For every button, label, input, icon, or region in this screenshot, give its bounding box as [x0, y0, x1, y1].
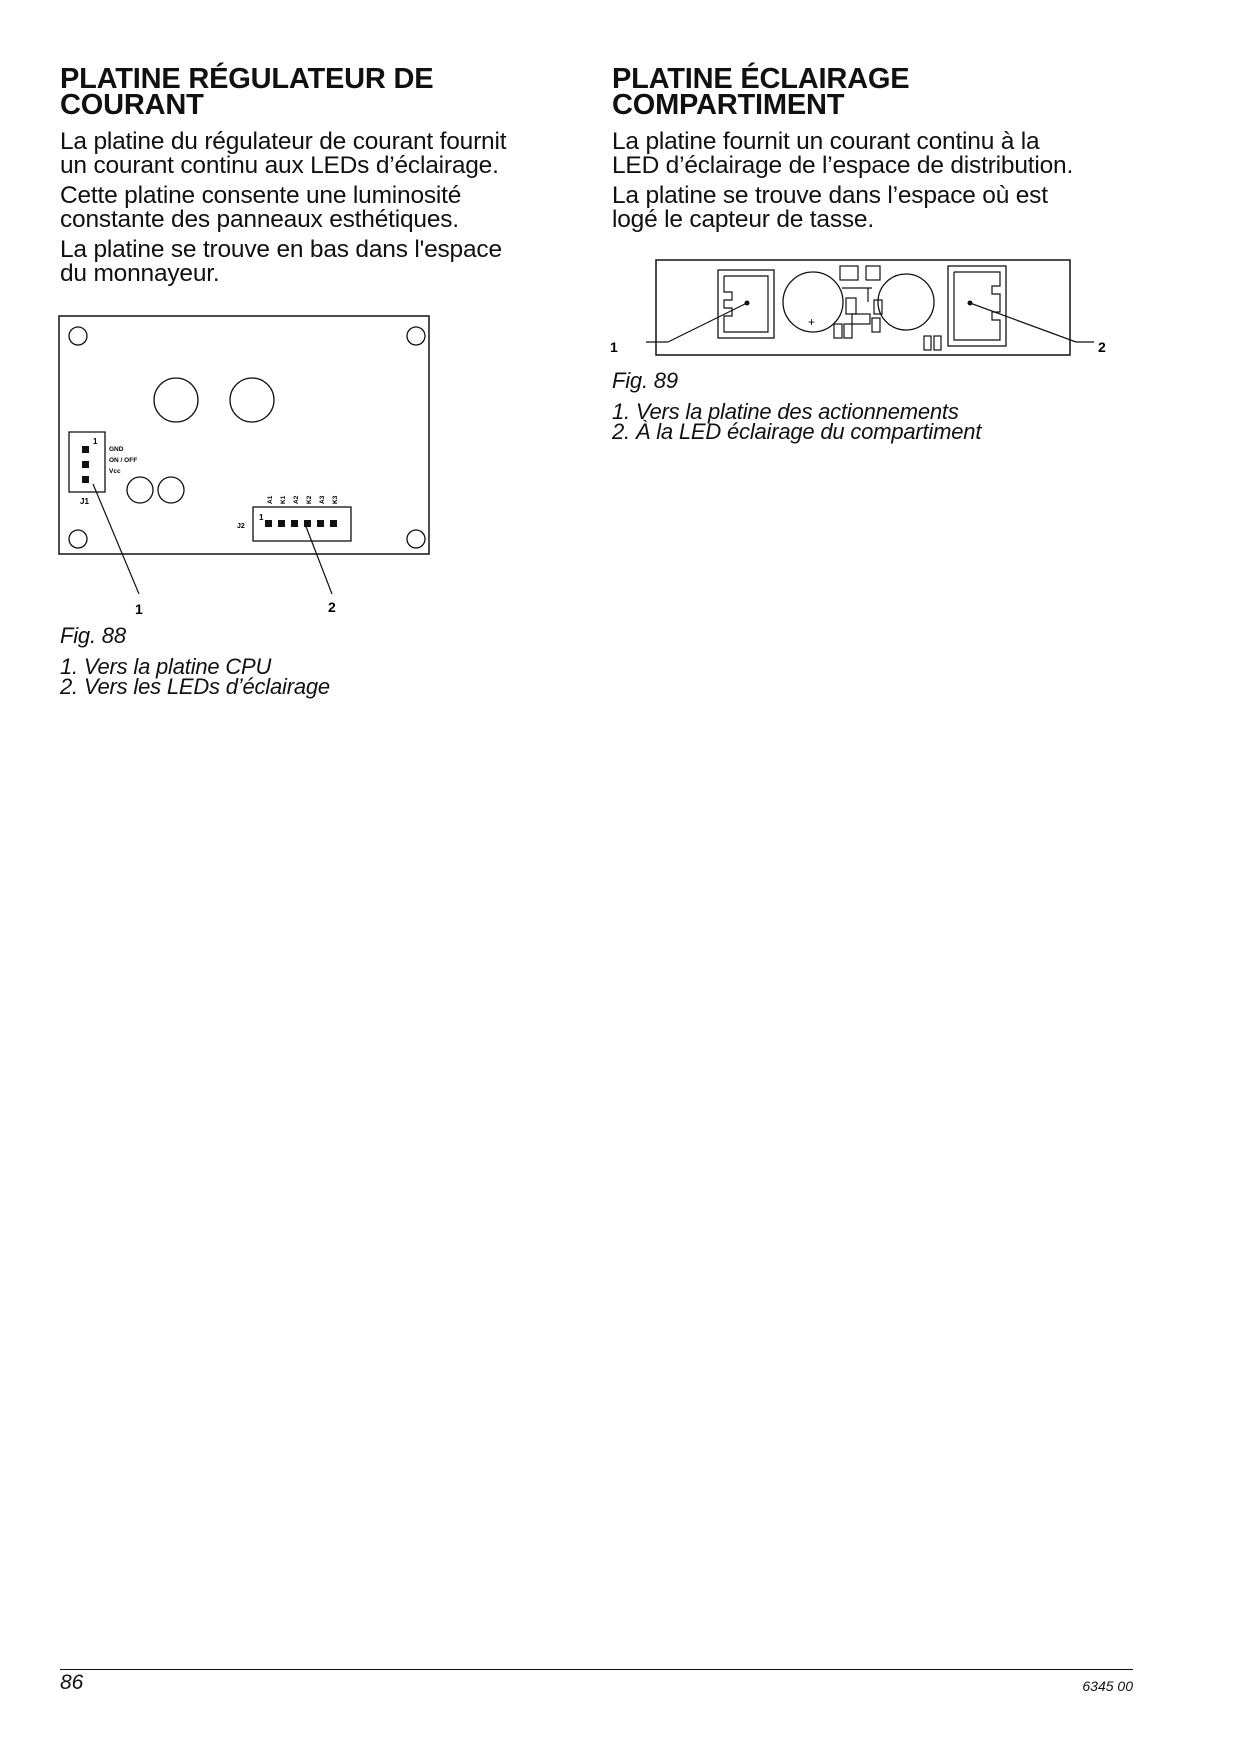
callout-number-1: 1 — [135, 601, 143, 617]
polarity-mark: + — [808, 315, 816, 329]
j2-pin1-label: 1 — [259, 513, 264, 522]
pin — [304, 520, 311, 527]
board-outline — [59, 316, 429, 554]
j1-pin1-label: 1 — [93, 437, 98, 446]
pin — [291, 520, 298, 527]
callout-number-2: 2 — [1098, 339, 1106, 355]
j2-pin-a2-label: A2 — [293, 495, 300, 504]
pin — [82, 461, 89, 468]
footer-divider — [60, 1669, 1133, 1670]
j1-pin-vcc-label: Vcc — [109, 468, 121, 475]
pin — [82, 446, 89, 453]
figure-caption: Fig. 89 — [612, 368, 678, 393]
j1-pin-gnd-label: GND — [109, 446, 124, 453]
paragraph: La platine se trouve en bas dans l'espace du monnayeur. — [60, 236, 502, 287]
figure-legend — [612, 399, 982, 444]
j2-pin-k3-label: K3 — [332, 495, 339, 504]
figure-legend — [60, 654, 330, 699]
j2-pin-a3-label: A3 — [319, 495, 326, 504]
right-column — [612, 63, 1172, 238]
section-title-compartment-lighting: PLATINE ÉCLAIRAGE COMPARTIMENT — [612, 63, 910, 121]
j1-label: J1 — [80, 497, 89, 506]
figure-88-caption-block — [60, 623, 330, 697]
legend-item: 1. Vers la platine des actionnements — [612, 399, 959, 424]
pin — [82, 476, 89, 483]
pin — [317, 520, 324, 527]
paragraph: La platine du régulateur de courant fournit un courant continu aux LEDs d’éclairage. — [60, 128, 507, 179]
figure-caption: Fig. 88 — [60, 623, 126, 648]
figure-89-board-diagram — [606, 256, 1116, 360]
legend-item: 2. Vers les LEDs d’éclairage — [60, 674, 330, 699]
left-column — [60, 63, 570, 292]
j2-pin-k2-label: K2 — [306, 495, 313, 504]
j2-pin-k1-label: K1 — [280, 495, 287, 504]
j1-pin-onoff-label: ON / OFF — [109, 457, 138, 464]
callout-number-1: 1 — [610, 339, 618, 355]
paragraph: La platine fournit un courant continu à la LED d’éclairage de l’espace de distribution. — [612, 128, 1074, 179]
paragraph: Cette platine consente une luminosité constante des panneaux esthétiques. — [60, 182, 462, 233]
j2-label: J2 — [237, 523, 245, 530]
figure-88-board-diagram — [55, 312, 435, 618]
paragraph: La platine se trouve dans l’espace où est logé le capteur de tasse. — [612, 182, 1048, 233]
callout-number-2: 2 — [328, 599, 336, 615]
pin — [278, 520, 285, 527]
pin — [265, 520, 272, 527]
page-number: 86 — [60, 1671, 84, 1694]
document-code: 6345 00 — [1082, 1678, 1133, 1694]
legend-item: 1. Vers la platine CPU — [60, 654, 272, 679]
pin — [330, 520, 337, 527]
section-title-current-regulator: PLATINE RÉGULATEUR DE COURANT — [60, 63, 434, 121]
j2-pin-a1-label: A1 — [267, 495, 274, 504]
figure-89-caption-block — [612, 368, 981, 442]
legend-item: 2. À la LED éclairage du compartiment — [612, 419, 982, 444]
